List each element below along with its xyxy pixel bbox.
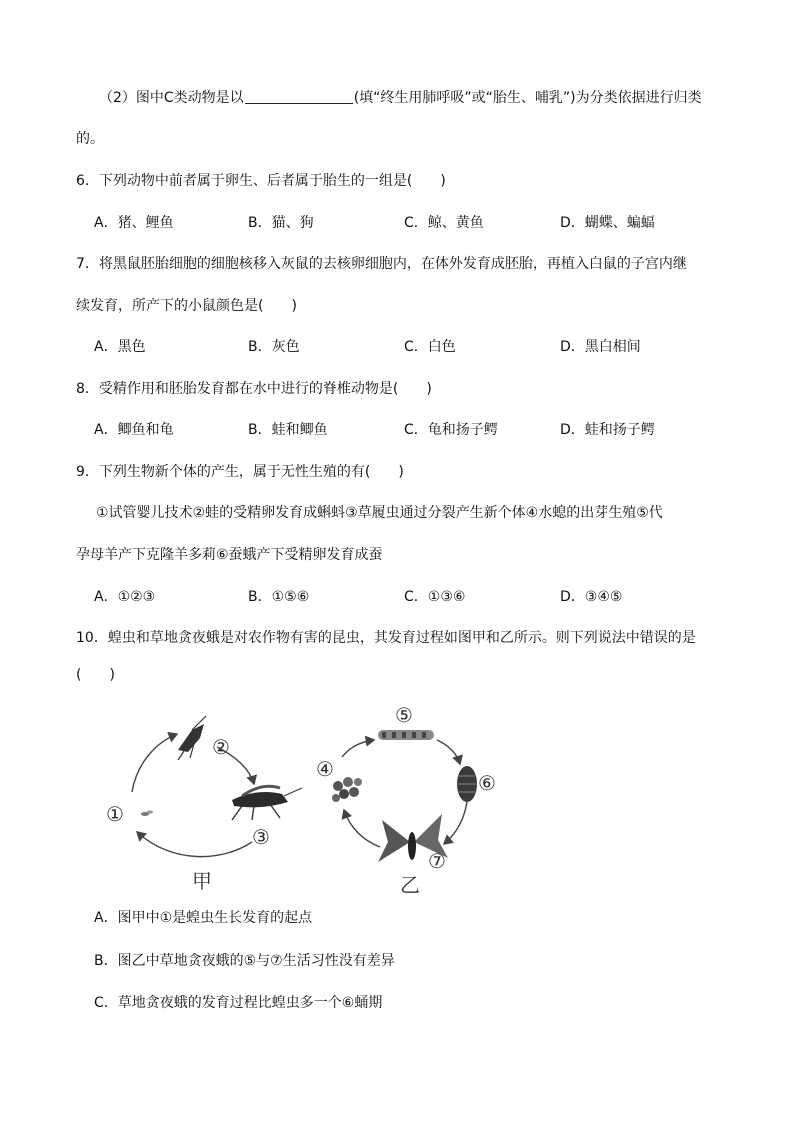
q8-option-b[interactable]: B．蛙和鲫鱼 [248,422,328,438]
q8-option-a[interactable]: A．鲫鱼和龟 [94,422,174,438]
armyworm-eggs-icon [332,777,362,802]
q10-option-a[interactable]: A．图甲中①是蝗虫生长发育的起点 [94,910,313,926]
q5-part2-line [99,88,702,108]
q7-option-b[interactable]: B．灰色 [248,339,300,355]
diagram-jia [106,716,302,893]
grasshopper-nymph-icon [178,716,206,760]
diagram-yi [316,703,496,897]
life-cycle-figure [92,702,532,897]
q8-option-d[interactable]: D．蛙和扬子鳄 [560,422,655,438]
q7-option-c[interactable]: C．白色 [404,339,456,355]
q7-stem-line2: 续发育，所产下的小鼠颜色是( ) [76,298,297,314]
arrow-yi-6-7 [444,802,467,844]
q9-option-d[interactable]: D．③④⑤ [560,589,623,605]
arrow-yi-7-4 [344,810,380,847]
stage-label-4: ④ [316,757,334,781]
arrow-yi-5-6 [437,740,460,764]
stage-label-7: ⑦ [428,849,446,873]
q9-option-c[interactable]: C．①③⑥ [404,589,466,605]
q5-answer-blank[interactable] [245,89,353,104]
q8-stem: 8．受精作用和胚胎发育都在水中进行的脊椎动物是( ) [76,381,432,397]
q8-option-c[interactable]: C．龟和扬子鳄 [404,422,498,438]
q9-option-a[interactable]: A．①②③ [94,589,156,605]
arrow-yi-4-5 [342,740,374,757]
q5-part2-end: 的。 [76,131,104,147]
q6-option-c[interactable]: C．鲸、黄鱼 [404,215,484,231]
q9-stem: 9．下列生物新个体的产生，属于无性生殖的有( ) [76,464,404,480]
q9-option-b[interactable]: B．①⑤⑥ [248,589,310,605]
q5-part2-suffix: (填“终生用肺呼吸”或“胎生、哺乳”)为分类依据进行归类 [353,90,702,106]
grasshopper-egg-icon [141,810,153,816]
arrow-jia-3-1 [137,832,252,857]
stage-label-2: ② [212,735,230,759]
diagram-yi-label: 乙 [400,873,420,897]
arrow-jia-1-2 [132,734,177,792]
q7-stem-line1: 7．将黑鼠胚胎细胞的细胞核移入灰鼠的去核卵细胞内，在体外发育成胚胎，再植入白鼠的子宫内继 [76,256,687,272]
stage-label-6: ⑥ [478,771,496,795]
armyworm-larva-icon [378,730,434,740]
q9-items-line2: 孕母羊产下克隆羊多莉⑥蚕蛾产下受精卵发育成蚕 [76,547,383,563]
q6-option-a[interactable]: A．猪、鲤鱼 [94,215,174,231]
q6-option-b[interactable]: B．猫、狗 [248,215,314,231]
stage-label-1: ① [106,802,124,826]
grasshopper-adult-icon [232,786,302,820]
q5-part2-prefix: （2）图中C类动物是以 [99,90,244,106]
diagram-jia-label: 甲 [192,869,212,893]
q9-items-line1: ①试管婴儿技术②蛙的受精卵发育成蝌蚪③草履虫通过分裂产生新个体④水螅的出芽生殖⑤代 [96,505,663,521]
q6-option-d[interactable]: D．蝴蝶、蝙蝠 [560,215,655,231]
armyworm-pupa-icon [457,766,477,802]
q10-option-b[interactable]: B．图乙中草地贪夜蛾的⑤与⑦生活习性没有差异 [94,953,395,969]
q10-stem-line2: ( ) [76,667,115,683]
q7-option-a[interactable]: A．黑色 [94,339,146,355]
q6-stem: 6．下列动物中前者属于卵生、后者属于胎生的一组是( ) [76,173,446,189]
q7-option-d[interactable]: D．黑白相间 [560,339,641,355]
stage-label-3: ③ [252,825,270,849]
q10-stem-line1: 10．蝗虫和草地贪夜蛾是对农作物有害的昆虫，其发育过程如图甲和乙所示。则下列说法中错误的是 [76,630,696,646]
stage-label-5: ⑤ [395,703,413,727]
q10-option-c[interactable]: C．草地贪夜蛾的发育过程比蝗虫多一个⑥蛹期 [94,995,383,1011]
